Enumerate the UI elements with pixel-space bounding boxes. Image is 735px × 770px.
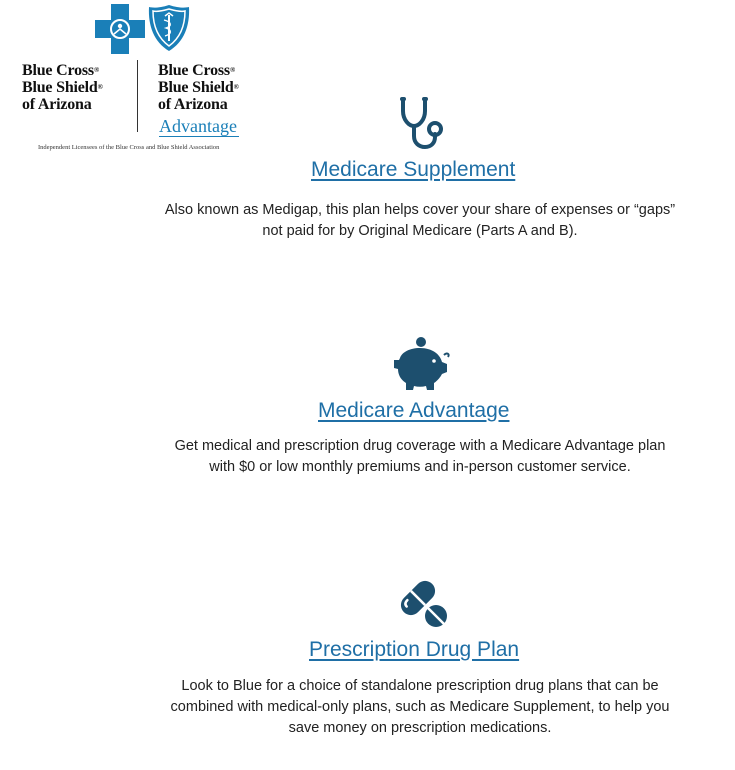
description-line: with $0 or low monthly premiums and in-person customer service. bbox=[209, 459, 631, 475]
plan-medicare-advantage bbox=[0, 336, 735, 475]
license-note: Independent Licensees of the Blue Cross and Blue Shield Association bbox=[38, 144, 220, 151]
prescription-drug-plan-link[interactable]: Prescription Drug Plan bbox=[309, 638, 520, 661]
description-line: Look to Blue for a choice of standalone prescription drug plans that can be bbox=[181, 678, 659, 694]
description-line: combined with medical-only plans, such as Medicare Supplement, to help you bbox=[170, 699, 670, 715]
description-line: Also known as Medigap, this plan helps cover your share of expenses or “gaps” bbox=[164, 202, 676, 218]
pill-capsule-icon bbox=[396, 574, 448, 628]
blue-shield-icon bbox=[148, 4, 190, 52]
description-line: Get medical and prescription drug coverage with a Medicare Advantage plan bbox=[174, 438, 666, 454]
medicare-advantage-description bbox=[150, 436, 690, 478]
medicare-supplement-description bbox=[150, 200, 690, 242]
prescription-drug-plan-description bbox=[150, 676, 690, 739]
stethoscope-icon bbox=[398, 96, 444, 150]
medicare-supplement-link[interactable]: Medicare Supplement bbox=[311, 158, 516, 181]
blue-cross-icon bbox=[95, 4, 145, 54]
logo-advantage-label: Advantage bbox=[159, 116, 237, 136]
piggy-bank-icon bbox=[392, 336, 450, 392]
medicare-advantage-link[interactable]: Medicare Advantage bbox=[318, 399, 510, 422]
description-line: save money on prescription medications. bbox=[288, 720, 552, 736]
plan-medicare-supplement bbox=[0, 96, 735, 239]
description-line: not paid for by Original Medicare (Parts A and B). bbox=[262, 223, 578, 239]
plan-prescription-drug bbox=[0, 574, 735, 736]
logo-wordmark-left: Blue Cross® Blue Shield® of Arizona bbox=[22, 62, 103, 113]
logo-wordmark-right: Blue Cross® Blue Shield® of Arizona bbox=[158, 62, 239, 113]
